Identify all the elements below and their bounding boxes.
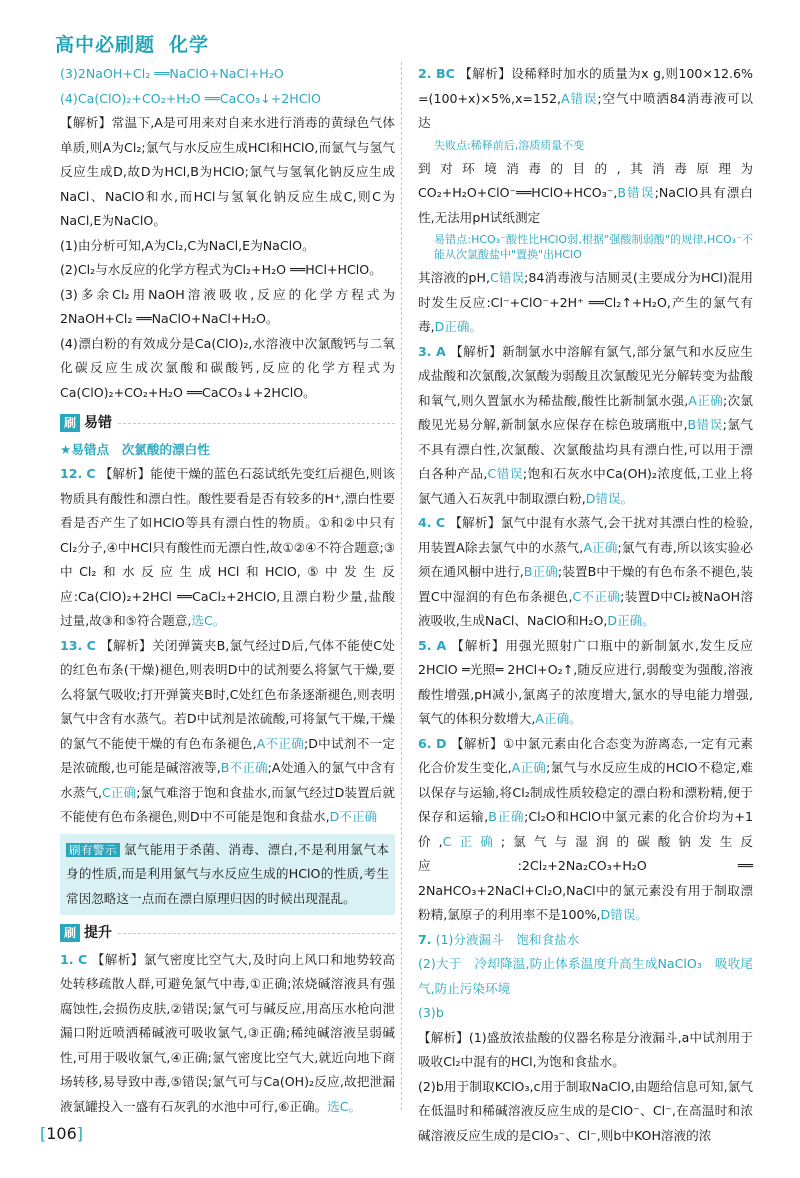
option-a-verdict: A不正确 <box>256 735 304 751</box>
question-answer: A <box>436 637 447 653</box>
option-c-verdict: C错误 <box>487 466 523 481</box>
answer-line: (1)分液漏斗 饱和食盐水 <box>435 931 580 947</box>
question-text: ;A处通入的氯气中含有水蒸气, <box>60 760 395 800</box>
question-text: 到对环境消毒的目的,其消毒原理为CO₂+H₂O+ClO⁻══HClO+HCO₃⁻, <box>418 160 753 200</box>
question-text: ;氯气不具有漂白性,次氯酸、次氯酸盐均具有漂白性,可以用于漂白各种产品, <box>418 417 753 481</box>
question-text: ;装置B中干燥的有色布条不褪色,装置C中湿润的有色布条褪色, <box>418 564 753 604</box>
option-b-verdict: B正确 <box>523 564 558 579</box>
question-answer: A <box>435 343 446 359</box>
option-a-verdict: A正确 <box>688 392 723 408</box>
column-divider <box>401 62 402 1110</box>
question-number: 3. <box>418 343 432 359</box>
option-c-verdict: C不正确 <box>572 588 621 604</box>
question-number: 1. <box>60 951 74 967</box>
question-3 <box>418 340 753 512</box>
section-easy-mistakes <box>60 411 395 436</box>
option-b-verdict: B错误 <box>687 417 723 432</box>
tip-text: 氯气能用于杀菌、消毒、漂白,不是利用氯气本身的性质,而是利用氯气与水反应生成的HClO的性质,考生常因忽略这一点而在漂白原理归因的时候出现混乱。 <box>66 841 389 906</box>
right-column <box>418 62 753 1148</box>
section-title: 提升 <box>84 925 113 941</box>
option-c-verdict: C正确 <box>442 833 501 849</box>
question-text: 【解析】氯气中混有水蒸气,会干扰对其漂白性的检验,用装置A除去氯气中的水蒸气, <box>418 515 753 555</box>
section-badge: 刷 <box>60 924 80 942</box>
option-d-verdict: D错误。 <box>585 490 634 506</box>
header-subject: 化学 <box>169 34 210 56</box>
question-number: 7. <box>418 931 432 947</box>
option-c-verdict: C正确 <box>102 784 137 800</box>
question-text: 【解析】用强光照射广口瓶中的新制氯水,发生反应2HClO ═光照═ 2HCl+O₂↑,随反应进行,弱酸变为强酸,溶液酸性增强,pH减小,氯离子的浓度增大,氯水的导电能力增强,氧气的体积分数增大, <box>418 637 753 726</box>
question-answer: C <box>86 466 96 481</box>
question-text: 【解析】能使干燥的蓝色石蕊试纸先变红后褪色,则该物质具有酸性和漂白性。酸性要看是否有较多的H⁺,漂白性要看是否产生了如HClO等具有漂白性的物质。①和②中只有Cl₂分子,④中HCl只有酸性而无漂白性,故①②④不符合题意;③中Cl₂和水反应生成HCl和HClO,⑤中发生反应:Ca(ClO)₂+2HCl ══CaCl₂+2HClO,且漂白粉少量,盐酸过量,故③和⑤符合题意, <box>60 466 395 628</box>
warning-tip-box <box>60 834 395 916</box>
section-title: 易错 <box>84 415 113 431</box>
question-2 <box>418 62 753 136</box>
question-text: 【解析】①中氯元素由化合态变为游离态,一定有元素化合价发生变化, <box>418 735 753 775</box>
question-7 <box>418 928 753 953</box>
option-a-verdict: A正确 <box>511 760 547 775</box>
failure-note: 失败点:稀释前后,溶质质量不变 <box>434 138 585 152</box>
question-13 <box>60 634 395 830</box>
question-text: ;氯气与湿润的碳酸钠发生反应:2Cl₂+2Na₂CO₃+H₂O ══ 2NaHCO₃+2NaCl+Cl₂O,NaCl中的氯元素没有用于制取漂粉精,氯原子的利用率不是100%, <box>418 833 754 922</box>
question-2-cont <box>418 157 753 231</box>
answer-part-3: (3)多余Cl₂用NaOH溶液吸收,反应的化学方程式为2NaOH+Cl₂ ══NaClO+NaCl+H₂O。 <box>60 286 395 326</box>
option-d-verdict: D正确。 <box>434 319 483 334</box>
question-number: 2. <box>418 66 432 81</box>
tip-tag: 刷有警示 <box>66 843 120 857</box>
question-answer: C <box>78 951 88 967</box>
analysis-paragraph: 【解析】常温下,A是可用来对自来水进行消毒的黄绿色气体单质,则A为Cl₂;氯气与水反应生成HCl和HClO,而氯气与氢气反应生成D,故D为HCl,B为HClO;氯气与氢氧化钠反应生成NaCl、NaClO和水,而HCl与氢氧化钠反应生成C,则C为NaCl,E为NaClO。 <box>60 115 395 228</box>
answer-part-4: (4)漂白粉的有效成分是Ca(ClO)₂,水溶液中次氯酸钙与二氧化碳反应生成次氯酸和碳酸钙,反应的化学方程式为Ca(ClO)₂+CO₂+H₂O ══CaCO₃↓+2HClO。 <box>60 335 395 400</box>
question-text: ;空气中喷洒84消毒液可以达 <box>418 90 753 130</box>
question-number: 6. <box>418 735 432 751</box>
question-text: ;氯气与水反应生成的HClO不稳定,难以保存与运输,将Cl₂制成性质较稳定的漂白粉和漂粉精,便于保存和运输, <box>418 760 753 824</box>
option-d-verdict: D不正确 <box>329 809 378 824</box>
question-text: 【解析】新制氯水中溶解有氯气,部分氯气和水反应生成盐酸和次氯酸,次氯酸为弱酸且次氯酸见光分解转变为盐酸和氧气,则久置氯水为稀盐酸,酸性比新制氯水强, <box>418 343 753 408</box>
option-d-verdict: D正确。 <box>607 613 655 628</box>
question-number: 12. <box>60 466 83 481</box>
option-d-verdict: D错误。 <box>600 907 649 922</box>
question-answer: C <box>435 515 446 530</box>
option-a-verdict: A正确。 <box>535 711 582 726</box>
question-text: ;D中试剂不一定是浓硫酸,也可能是碱溶液等, <box>60 735 395 775</box>
question-12 <box>60 462 395 634</box>
question-answer: D <box>436 735 447 751</box>
question-text: ;饱和石灰水中Ca(OH)₂浓度低,工业上将氯气通入石灰乳中制取漂白粉, <box>418 466 754 506</box>
question-text: 其溶液的pH, <box>418 270 491 285</box>
question-4 <box>418 511 753 634</box>
question-text: 【解析】关闭弹簧夹B,氯气经过D后,气体不能使C处的红色布条(干燥)褪色,则表明D中的试剂要么将氯气干燥,要么将氯气吸收;打开弹簧夹B时,C处红色布条逐渐褪色,则表明氯气中含有水蒸气。若D中试剂是浓硫酸,可将氯气干燥,干燥的氯气不能使干燥的有色布条褪色, <box>60 637 395 751</box>
answer-line: (3)b <box>418 1005 444 1020</box>
question-text: ;氯气难溶于饱和食盐水,而氯气经过D装置后就不能使有色布条褪色,则D中不可能是饱和食盐水, <box>60 784 395 824</box>
equation-4: (4)Ca(ClO)₂+CO₂+H₂O ══CaCO₃↓+2HClO <box>60 90 321 106</box>
answer-part-1: (1)由分析可知,A为Cl₂,C为NaCl,E为NaClO。 <box>60 237 315 253</box>
question-7-analysis: 【解析】(1)盛放浓盐酸的仪器名称是分液漏斗,a中试剂用于吸收Cl₂中混有的HCl,为饱和食盐水。 <box>418 1029 753 1069</box>
answer-part-2: (2)Cl₂与水反应的化学方程式为Cl₂+H₂O ══HCl+HClO。 <box>60 262 382 277</box>
page-header <box>55 30 209 57</box>
page-number: [106] <box>40 1124 84 1143</box>
option-c-verdict: C错误 <box>490 270 525 285</box>
section-badge: 刷 <box>60 414 80 432</box>
question-7-analysis: (2)b用于制取KClO₃,c用于制取NaClO,由题给信息可知,氯气在低温时和稀碱溶液反应生成的是ClO⁻、Cl⁻,在高温时和浓碱溶液反应生成的是ClO₃⁻、Cl⁻,则b中KOH溶液的浓 <box>418 1078 753 1143</box>
option-b-verdict: B不正确 <box>220 760 268 775</box>
left-column <box>60 62 395 1119</box>
section-rule <box>118 933 395 934</box>
easy-point-heading: ★易错点 次氯酸的漂白性 <box>60 441 210 457</box>
question-number: 4. <box>418 515 432 530</box>
question-number: 13. <box>60 637 83 653</box>
question-number: 5. <box>418 637 432 653</box>
option-b-verdict: B错误 <box>617 185 655 200</box>
question-2-cont2 <box>418 266 753 340</box>
question-text: ;氯气有毒,所以该实验必须在通风橱中进行, <box>418 539 753 579</box>
equation-3: (3)2NaOH+Cl₂ ══NaClO+NaCl+H₂O <box>60 66 284 81</box>
option-a-verdict: A错误 <box>561 90 598 106</box>
question-1 <box>60 948 395 1120</box>
option-a-verdict: A正确 <box>583 539 618 555</box>
question-text: ;次氯酸见光易分解,新制氯水应保存在棕色玻璃瓶中, <box>418 392 753 432</box>
question-text: ;装置D中Cl₂被NaOH溶液吸收,生成NaCl、NaClO和H₂O, <box>418 588 754 628</box>
question-text: ;NaClO具有漂白性,无法用pH试纸测定 <box>418 185 754 225</box>
conclusion: 选C。 <box>191 613 226 628</box>
error-note: 易错点:HCO₃⁻酸性比HClO弱,根据"强酸制弱酸"的规律,HCO₃⁻不能从次氯酸盐中"置换"出HClO <box>434 233 753 261</box>
option-b-verdict: B正确 <box>488 809 525 824</box>
section-rule <box>118 423 395 424</box>
question-text: 【解析】氯气密度比空气大,及时向上风口和地势较高处转移疏散人群,可避免氯气中毒,①正确;浓烧碱溶液具有强腐蚀性,会损伤皮肤,②错误;氯气可与碱反应,用高压水枪向泄漏口附近喷洒稀碱液可吸收氯气,③正确;稀纯碱溶液呈弱碱性,可用于吸收氯气,④正确;氯气密度比空气大,就近向地下商场转移,易导致中毒,⑤错误;氯气可与Ca(OH)₂反应,故把泄漏液氯罐投入一盛有石灰乳的水池中可行,⑥正确。 <box>60 951 395 1114</box>
question-answer: C <box>86 637 96 653</box>
page-number-value: 106 <box>46 1124 77 1143</box>
question-text: ;84消毒液与洁厕灵(主要成分为HCl)混用时发生反应:Cl⁻+ClO⁻+2H⁺ ══Cl₂↑+H₂O,产生的氯气有毒, <box>418 270 754 334</box>
header-title: 高中必刷题 <box>55 34 156 56</box>
section-improvement <box>60 921 395 946</box>
question-text: ;Cl₂O和HClO中氯元素的化合价均为+1价, <box>418 809 754 849</box>
conclusion: 选C。 <box>327 1098 362 1114</box>
question-answer: BC <box>435 66 455 81</box>
question-text: 【解析】设稀释时加水的质量为x g,则100×12.6% =(100+x)×5%,x=152, <box>418 66 753 106</box>
question-6 <box>418 732 753 928</box>
question-5 <box>418 634 753 732</box>
answer-line: (2)大于 冷却降温,防止体系温度升高生成NaClO₃ 吸收尾气,防止污染环境 <box>418 956 753 996</box>
